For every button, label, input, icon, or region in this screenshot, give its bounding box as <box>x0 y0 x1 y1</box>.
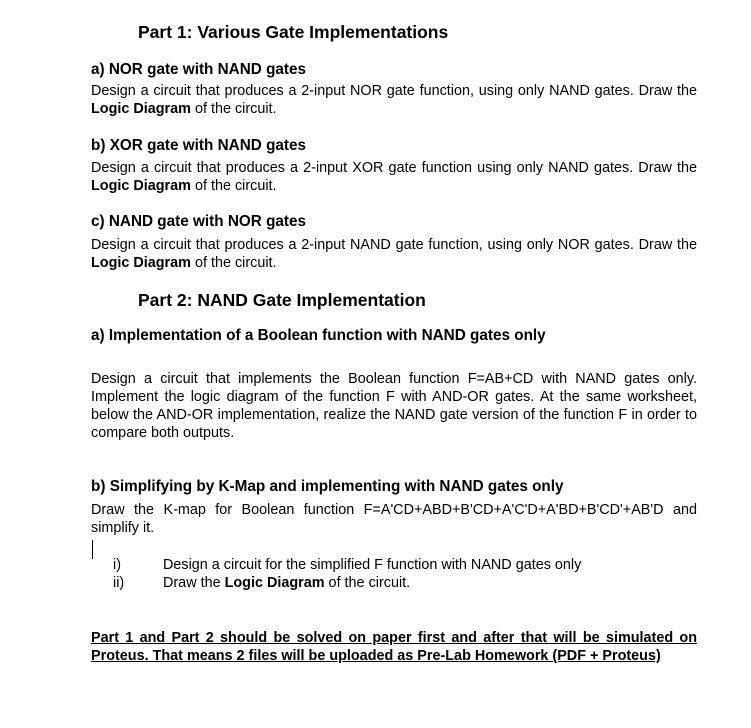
part1-b-text-before: Design a circuit that produces a 2-input XOR gate function using only NAND gates. Draw the <box>91 160 697 176</box>
part2-a-text: Design a circuit that implements the Boolean function F=AB+CD with NAND gates only. Implement the logic diagram of the function F with AND-OR gates. At the same worksheet, below the AND-OR implementation, realize the NAND gate version of the function F in order to compare both outputs. <box>91 371 697 441</box>
submission-note: Part 1 and Part 2 should be solved on paper first and after that will be simulated on Proteus. That means 2 files will be uploaded as Pre-Lab Homework (PDF + Proteus) <box>91 630 697 664</box>
part2-b-list <box>113 556 581 592</box>
part1-title: Part 1: Various Gate Implementations <box>138 22 449 42</box>
text-cursor <box>92 540 93 559</box>
part1-b-text-after: of the circuit. <box>190 178 277 194</box>
part1-b-bold: Logic Diagram <box>91 178 191 194</box>
list-item-number: i) <box>113 557 121 573</box>
list-item <box>113 556 581 574</box>
list-item-bold: Logic Diagram <box>224 575 325 591</box>
list-item-number: ii) <box>113 575 125 591</box>
part1-b-text <box>91 159 697 195</box>
part1-a-text <box>91 82 697 118</box>
part1-a-title: a) NOR gate with NAND gates <box>91 61 307 78</box>
part1-b-title: b) XOR gate with NAND gates <box>91 137 307 154</box>
list-item-text-before: Draw the <box>163 575 225 591</box>
list-item-text-after: of the circuit. <box>324 575 411 591</box>
part1-a-text-before: Design a circuit that produces a 2-input NOR gate function, using only NAND gates. Draw the <box>91 83 697 99</box>
part1-a-bold: Logic Diagram <box>91 101 191 117</box>
part2-title: Part 2: NAND Gate Implementation <box>138 290 426 310</box>
part2-a-title: a) Implementation of a Boolean function with NAND gates only <box>91 327 546 344</box>
part1-c-title: c) NAND gate with NOR gates <box>91 213 307 230</box>
part1-a-text-after: of the circuit. <box>190 101 277 117</box>
part1-c-text <box>91 236 697 272</box>
part1-c-text-after: of the circuit. <box>190 255 277 271</box>
list-item <box>113 574 581 592</box>
part1-c-bold: Logic Diagram <box>91 255 191 271</box>
part2-b-text: Draw the K-map for Boolean function F=A'CD+ABD+B'CD+A'C'D+A'BD+B'CD'+AB'D and simplify it. <box>91 502 697 536</box>
part1-c-text-before: Design a circuit that produces a 2-input NAND gate function, using only NOR gates. Draw the <box>91 237 697 253</box>
list-item-text-before: Design a circuit for the simplified F function with NAND gates only <box>163 557 582 573</box>
part2-b-title: b) Simplifying by K-Map and implementing with NAND gates only <box>91 478 564 495</box>
